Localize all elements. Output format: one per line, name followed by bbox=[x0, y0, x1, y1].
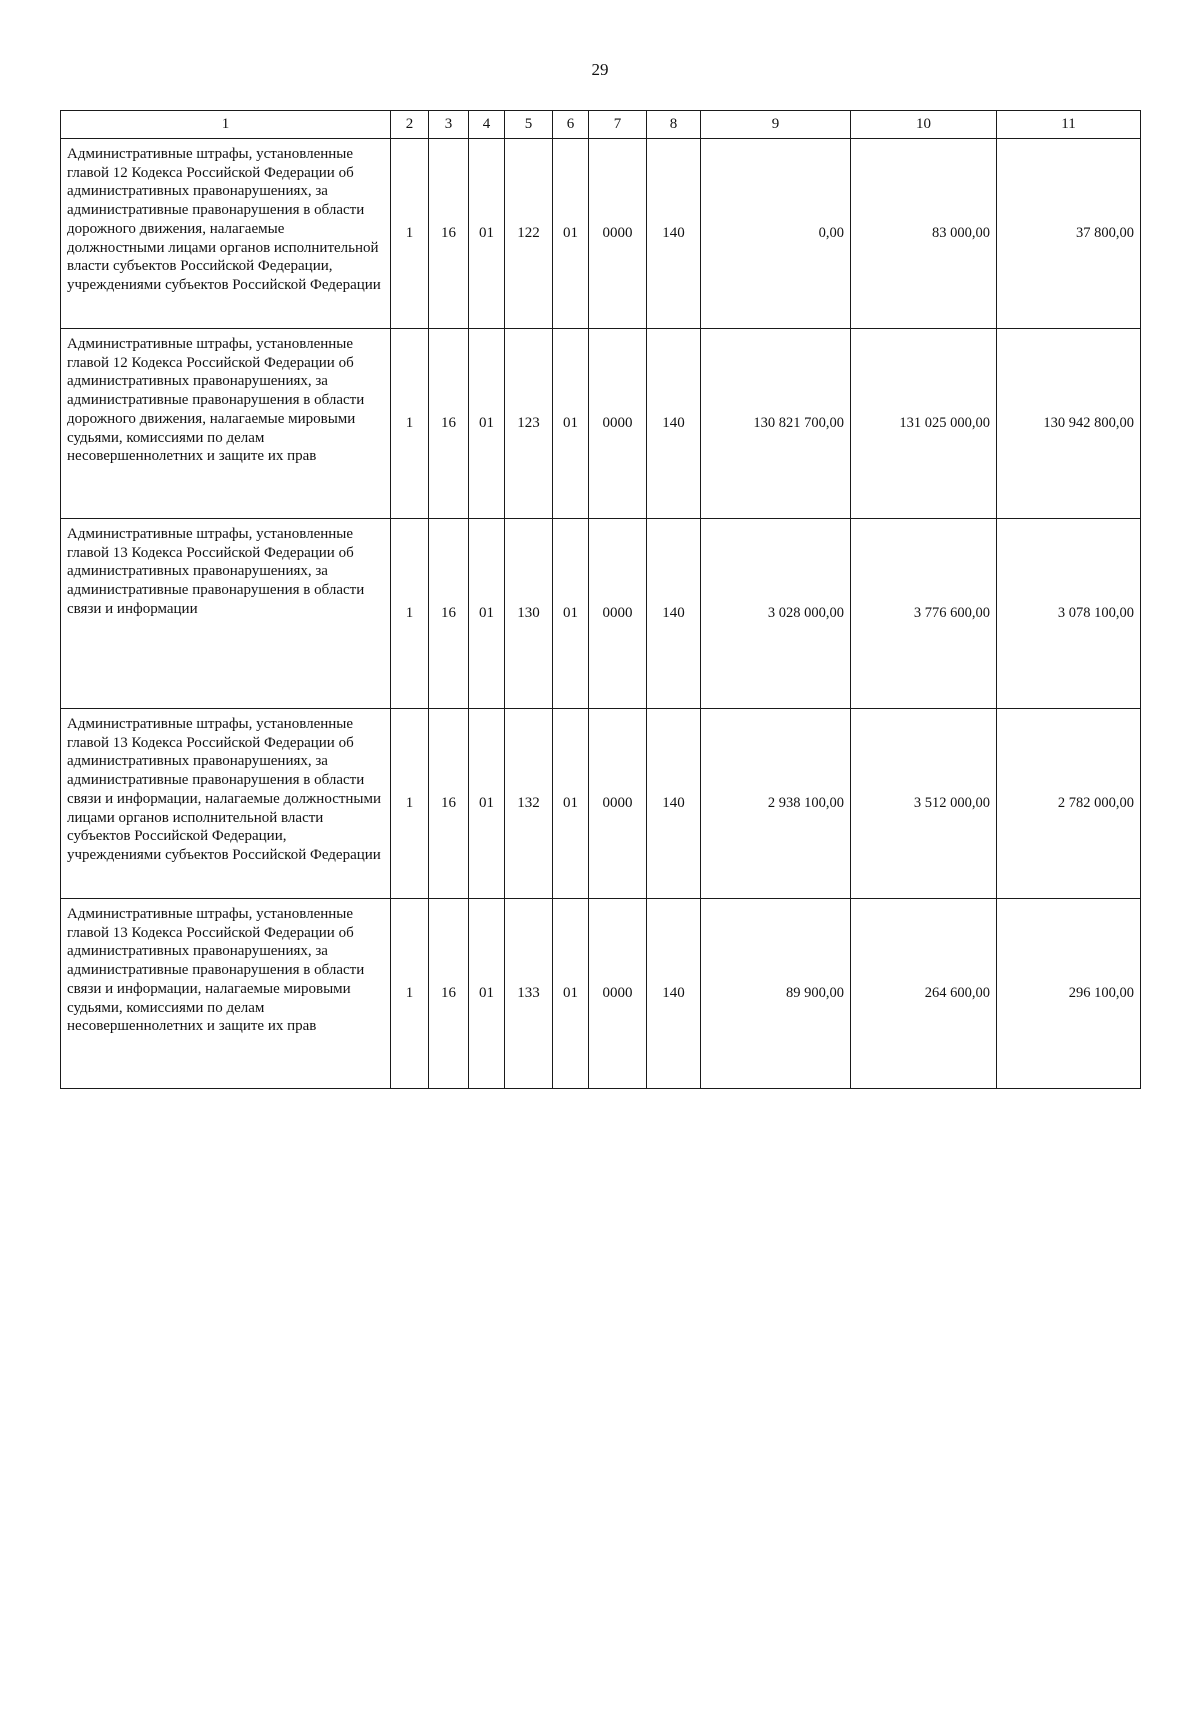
table-row bbox=[61, 518, 1141, 708]
budget-table bbox=[60, 110, 1141, 1089]
column-header: 4 bbox=[469, 111, 505, 139]
page-number: 29 bbox=[591, 60, 609, 79]
code-cell: 133 bbox=[505, 898, 553, 1088]
code-cell: 01 bbox=[469, 138, 505, 328]
column-header: 6 bbox=[553, 111, 589, 139]
column-header: 10 bbox=[851, 111, 997, 139]
code-cell: 140 bbox=[647, 138, 701, 328]
row-description: Административные штрафы, установленные главой 12 Кодекса Российской Федерации об административных правонарушениях, за административные правонарушения в области дорожного движения, налагаемые должностными лицами органов исполнительной власти субъектов Российской Федерации, учреждениями субъектов Российской Федерации bbox=[61, 138, 391, 328]
amount-cell: 3 078 100,00 bbox=[997, 518, 1141, 708]
code-cell: 140 bbox=[647, 518, 701, 708]
code-cell: 01 bbox=[469, 708, 505, 898]
code-cell: 01 bbox=[553, 328, 589, 518]
amount-cell: 296 100,00 bbox=[997, 898, 1141, 1088]
amount-cell: 89 900,00 bbox=[701, 898, 851, 1088]
amount-cell: 0,00 bbox=[701, 138, 851, 328]
table-row bbox=[61, 138, 1141, 328]
amount-cell: 2 782 000,00 bbox=[997, 708, 1141, 898]
column-header: 5 bbox=[505, 111, 553, 139]
code-cell: 1 bbox=[391, 138, 429, 328]
header-row bbox=[61, 111, 1141, 139]
code-cell: 01 bbox=[553, 898, 589, 1088]
code-cell: 01 bbox=[553, 518, 589, 708]
code-cell: 01 bbox=[469, 518, 505, 708]
code-cell: 1 bbox=[391, 898, 429, 1088]
code-cell: 01 bbox=[469, 328, 505, 518]
code-cell: 140 bbox=[647, 328, 701, 518]
code-cell: 16 bbox=[429, 518, 469, 708]
table-row bbox=[61, 708, 1141, 898]
code-cell: 140 bbox=[647, 708, 701, 898]
code-cell: 140 bbox=[647, 898, 701, 1088]
code-cell: 0000 bbox=[589, 328, 647, 518]
column-header: 8 bbox=[647, 111, 701, 139]
row-description: Административные штрафы, установленные главой 13 Кодекса Российской Федерации об административных правонарушениях, за административные правонарушения в области связи и информации bbox=[61, 518, 391, 708]
code-cell: 130 bbox=[505, 518, 553, 708]
code-cell: 1 bbox=[391, 708, 429, 898]
column-header: 7 bbox=[589, 111, 647, 139]
code-cell: 132 bbox=[505, 708, 553, 898]
amount-cell: 130 821 700,00 bbox=[701, 328, 851, 518]
column-header: 11 bbox=[997, 111, 1141, 139]
code-cell: 0000 bbox=[589, 138, 647, 328]
column-header: 9 bbox=[701, 111, 851, 139]
amount-cell: 3 776 600,00 bbox=[851, 518, 997, 708]
column-header: 2 bbox=[391, 111, 429, 139]
table-row bbox=[61, 328, 1141, 518]
code-cell: 01 bbox=[553, 138, 589, 328]
code-cell: 16 bbox=[429, 708, 469, 898]
code-cell: 16 bbox=[429, 898, 469, 1088]
amount-cell: 3 028 000,00 bbox=[701, 518, 851, 708]
code-cell: 0000 bbox=[589, 898, 647, 1088]
amount-cell: 264 600,00 bbox=[851, 898, 997, 1088]
code-cell: 122 bbox=[505, 138, 553, 328]
code-cell: 1 bbox=[391, 328, 429, 518]
column-header: 1 bbox=[61, 111, 391, 139]
amount-cell: 37 800,00 bbox=[997, 138, 1141, 328]
code-cell: 01 bbox=[553, 708, 589, 898]
code-cell: 1 bbox=[391, 518, 429, 708]
code-cell: 01 bbox=[469, 898, 505, 1088]
amount-cell: 83 000,00 bbox=[851, 138, 997, 328]
amount-cell: 131 025 000,00 bbox=[851, 328, 997, 518]
column-header: 3 bbox=[429, 111, 469, 139]
row-description: Административные штрафы, установленные главой 13 Кодекса Российской Федерации об административных правонарушениях, за административные правонарушения в области связи и информации, налагаемые мировыми судьями, комиссиями по делам несовершеннолетних и защите их прав bbox=[61, 898, 391, 1088]
amount-cell: 3 512 000,00 bbox=[851, 708, 997, 898]
amount-cell: 2 938 100,00 bbox=[701, 708, 851, 898]
code-cell: 16 bbox=[429, 138, 469, 328]
code-cell: 0000 bbox=[589, 708, 647, 898]
row-description: Административные штрафы, установленные главой 12 Кодекса Российской Федерации об административных правонарушениях, за административные правонарушения в области дорожного движения, налагаемые мировыми судьями, комиссиями по делам несовершеннолетних и защите их прав bbox=[61, 328, 391, 518]
code-cell: 0000 bbox=[589, 518, 647, 708]
table-row bbox=[61, 898, 1141, 1088]
row-description: Административные штрафы, установленные главой 13 Кодекса Российской Федерации об административных правонарушениях, за административные правонарушения в области связи и информации, налагаемые должностными лицами органов исполнительной власти субъектов Российской Федерации, учреждениями субъектов Российской Федерации bbox=[61, 708, 391, 898]
amount-cell: 130 942 800,00 bbox=[997, 328, 1141, 518]
code-cell: 123 bbox=[505, 328, 553, 518]
code-cell: 16 bbox=[429, 328, 469, 518]
